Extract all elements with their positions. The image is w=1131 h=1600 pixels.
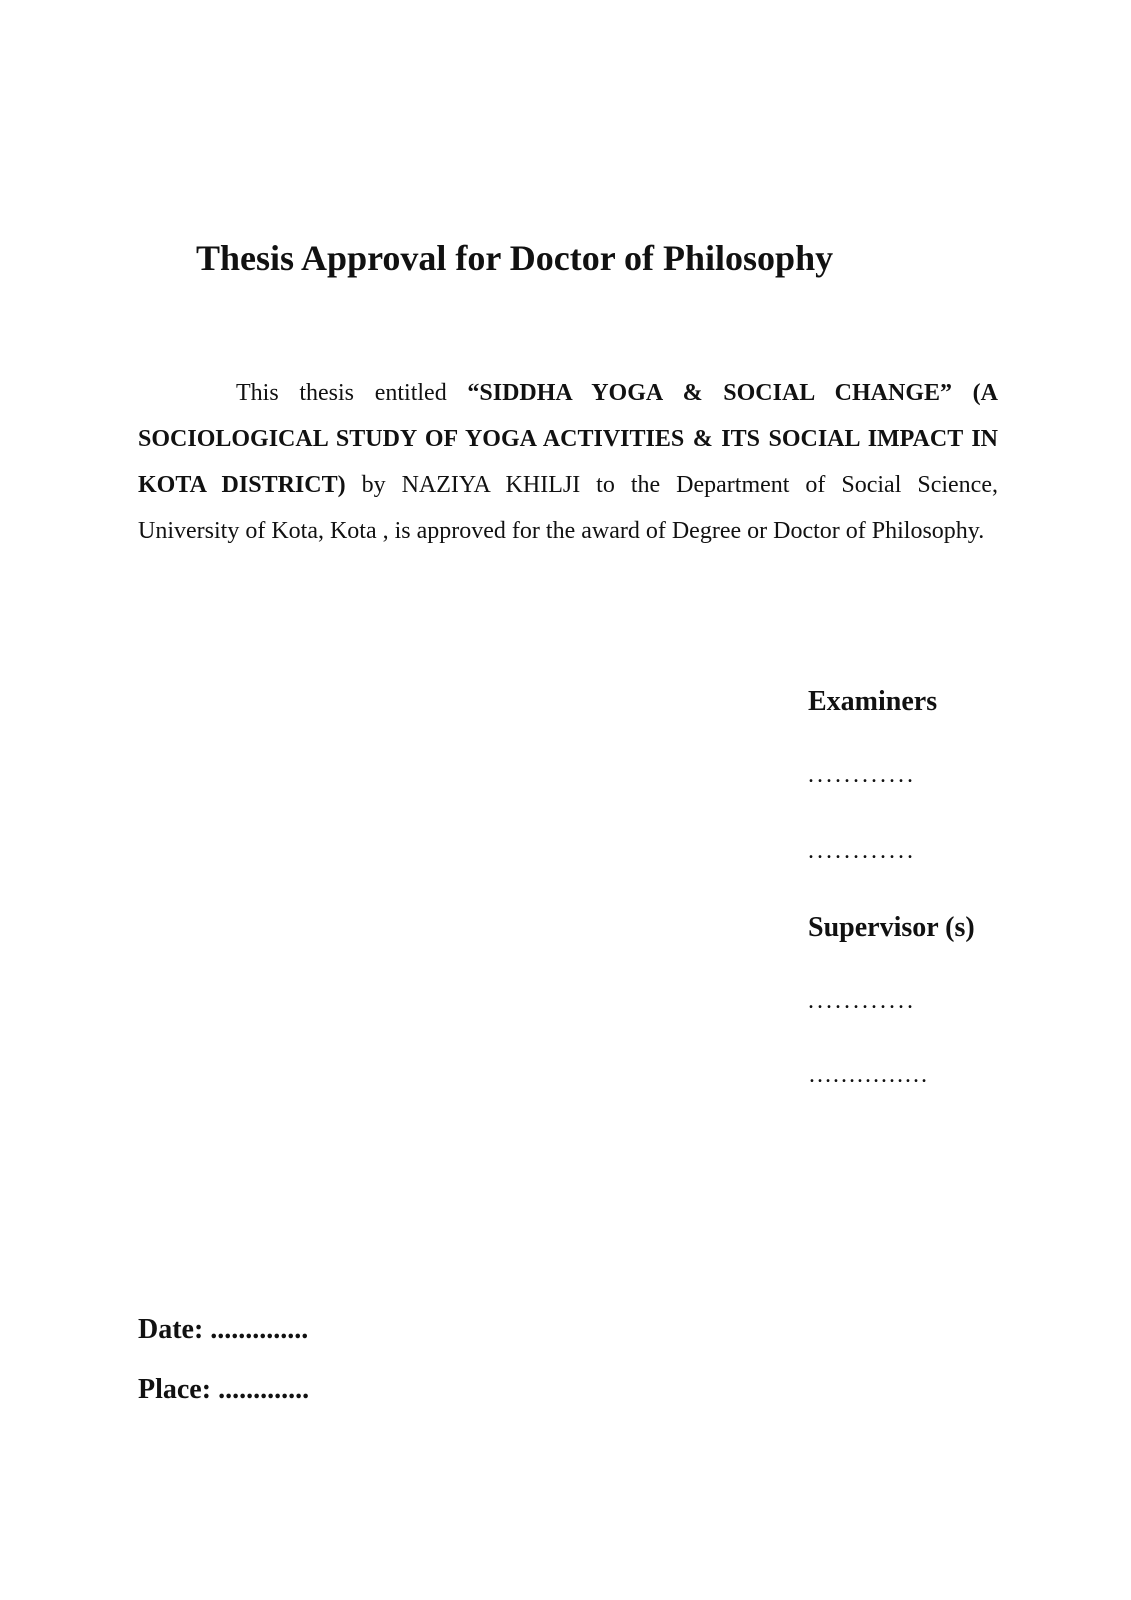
paragraph-rest: by NAZIYA KHILJI to the Department of Social Science, University of Kota, Kota , is approved for the award of Degree or Doctor of Philosophy. [138,472,998,544]
approval-paragraph [138,370,998,554]
place-field: Place: ............. [138,1374,310,1405]
date-field: Date: .............. [138,1314,309,1345]
thesis-title: “SIDDHA YOGA & SOCIAL CHANGE” (A SOCIOLOGICAL STUDY OF YOGA ACTIVITIES & ITS SOCIAL IMPACT IN KOTA DISTRICT) [138,380,999,498]
examiners-heading: Examiners [808,686,938,717]
supervisors-heading: Supervisor (s) [808,912,975,943]
examiner-signature-line-1: ............ [808,762,916,788]
supervisor-signature-line-2: …………… [808,1062,928,1088]
page-title: Thesis Approval for Doctor of Philosophy [196,238,834,278]
paragraph-intro: This thesis entitled [236,380,468,406]
examiner-signature-line-2: ............ [808,838,916,864]
supervisor-signature-line-1: ............ [808,988,916,1014]
